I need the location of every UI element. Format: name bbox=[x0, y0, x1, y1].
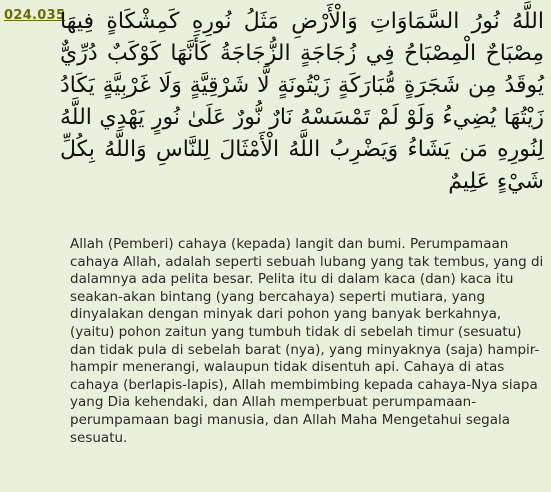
verse-translation-text: Allah (Pemberi) cahaya (kepada) langit dan bumi. Perumpamaan cahaya Allah, adalah seperti sebuah lubang yang tak tembus, yang di dalamnya ada pelita besar. Pelita itu di dalam kaca (dan) kaca itu seakan-akan bintang (yang bercahaya) seperti mutiara, yang dinyalakan dengan minyak dari pohon yang banyak berkahnya, (yaitu) pohon zaitun yang tumbuh tidak di sebelah timur (sesuatu) dan tidak pula di sebelah barat (nya), yang minyaknya (saja) hampir-hampir menerangi, walaupun tidak disentuh api. Cahaya di atas cahaya (berlapis-lapis), Allah membimbing kepada cahaya-Nya siapa yang Dia kehendaki, dan Allah memperbuat perumpamaan-perumpamaan bagi manusia, dan Allah Maha Mengetahui segala sesuatu. bbox=[70, 236, 544, 446]
arabic-verse-text: اللَّهُ نُورُ السَّمَاوَاتِ وَالْأَرْضِ مَثَلُ نُورِهِ كَمِشْكَاةٍ فِيهَا مِصْبَاحٌ الْمِصْبَاحُ فِي زُجَاجَةٍ الزُّجَاجَةُ كَأَنَّهَا كَوْكَبٌ دُرِّيٌّ يُوقَدُ مِن شَجَرَةٍ مُّبَارَكَةٍ زَيْتُونَةٍ لَّا شَرْقِيَّةٍ وَلَا غَرْبِيَّةٍ يَكَادُ زَيْتُهَا يُضِيءُ وَلَوْ لَمْ تَمْسَسْهُ نَارٌ نُّورٌ عَلَىٰ نُورٍ يَهْدِي اللَّهُ لِنُورِهِ مَن يَشَاءُ وَيَضْرِبُ اللَّهُ الْأَمْثَالَ لِلنَّاسِ وَاللَّهُ بِكُلِّ شَيْءٍ عَلِيمٌ bbox=[60, 9, 544, 194]
verse-reference-link[interactable]: 024.035 bbox=[4, 8, 66, 23]
